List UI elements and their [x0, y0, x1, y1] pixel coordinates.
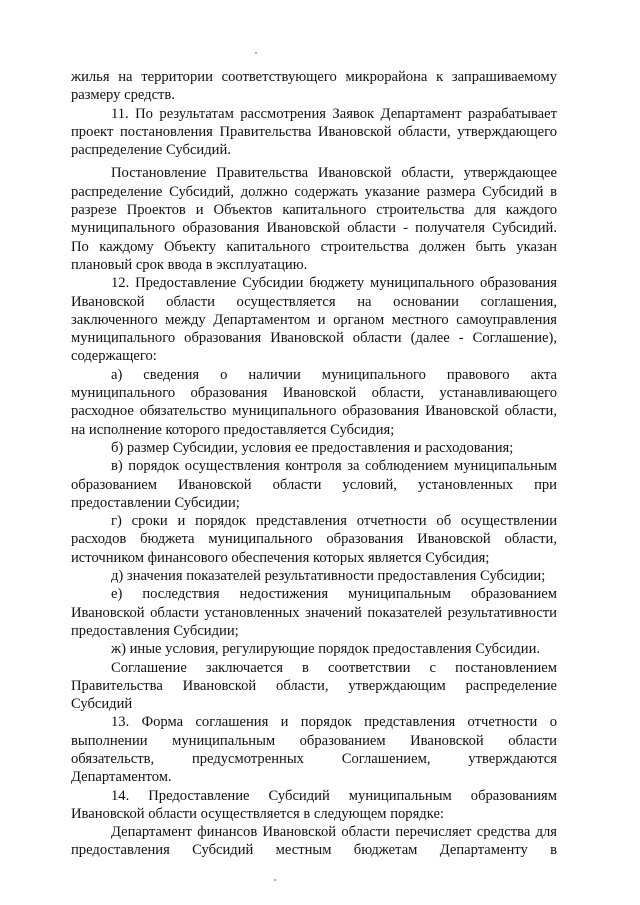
paragraph-finance-department: Департамент финансов Ивановской области перечисляет средства для предоставления Субсидий местным бюджетам Департаменту в: [71, 824, 557, 859]
paragraph-resolution: Постановление Правительства Ивановской области, утверждающее распределение Субсидий, должно содержать указание размера Субсидий в разрезе Проектов и Объектов капитального строительства для каждого муниципального образования Ивановской области - получателя Субсидий. По каждому Объекту капитального строительства должен быть указан плановый срок ввода в эксплуатацию.: [71, 165, 557, 273]
list-item-v: в) порядок осуществления контроля за соблюдением муниципальным образованием Ивановской области условий, установленных при предоставлении Субсидии;: [71, 458, 557, 511]
list-item-d: д) значения показателей результативности предоставления Субсидии;: [111, 568, 546, 585]
document-page: [71, 68, 557, 860]
scan-speck: [274, 879, 276, 881]
list-item-a: а) сведения о наличии муниципального правового акта муниципального образования Ивановской области, устанавливающего расходное обязательство муниципального образования Ивановской области, на исполнение которого предоставляется Субсидия;: [71, 366, 557, 438]
paragraph-11: 11. По результатам рассмотрения Заявок Департамент разрабатывает проект постановления Правительства Ивановской области, утверждающего распределение Субсидий.: [71, 105, 557, 159]
list-item-zh: ж) иные условия, регулирующие порядок предоставления Субсидии.: [111, 641, 541, 658]
scan-speck: [255, 52, 257, 54]
paragraph-13: 13. Форма соглашения и порядок представления отчетности о выполнении муниципальным образованием Ивановской области обязательств, предусмотренных Соглашением, утверждаются Департаментом.: [71, 714, 557, 786]
list-item-b: б) размер Субсидии, условия ее предоставления и расходования;: [111, 439, 514, 456]
paragraph-12: 12. Предоставление Субсидии бюджету муниципального образования Ивановской области осуществляется на основании соглашения, заключенного между Департаментом и органом местного самоуправления муниципального образования Ивановской области (далее - Соглашение), содержащего:: [71, 275, 557, 365]
paragraph-continuation: жилья на территории соответствующего микрорайона к запрашиваемому размеру средств.: [71, 69, 557, 104]
list-item-e: е) последствия недостижения муниципальным образованием Ивановской области установленных значений показателей результативности предоставления Субсидии;: [71, 586, 557, 639]
list-item-g: г) сроки и порядок представления отчетности об осуществлении расходов бюджета муниципального образования Ивановской области, источником финансового обеспечения которых является Субсидия;: [71, 513, 557, 566]
paragraph-agreement: Соглашение заключается в соответствии с постановлением Правительства Ивановской области, утверждающим распределение Субсидий: [71, 659, 557, 713]
paragraph-14: 14. Предоставление Субсидий муниципальным образованиям Ивановской области осуществляется в следующем порядке:: [71, 787, 557, 822]
